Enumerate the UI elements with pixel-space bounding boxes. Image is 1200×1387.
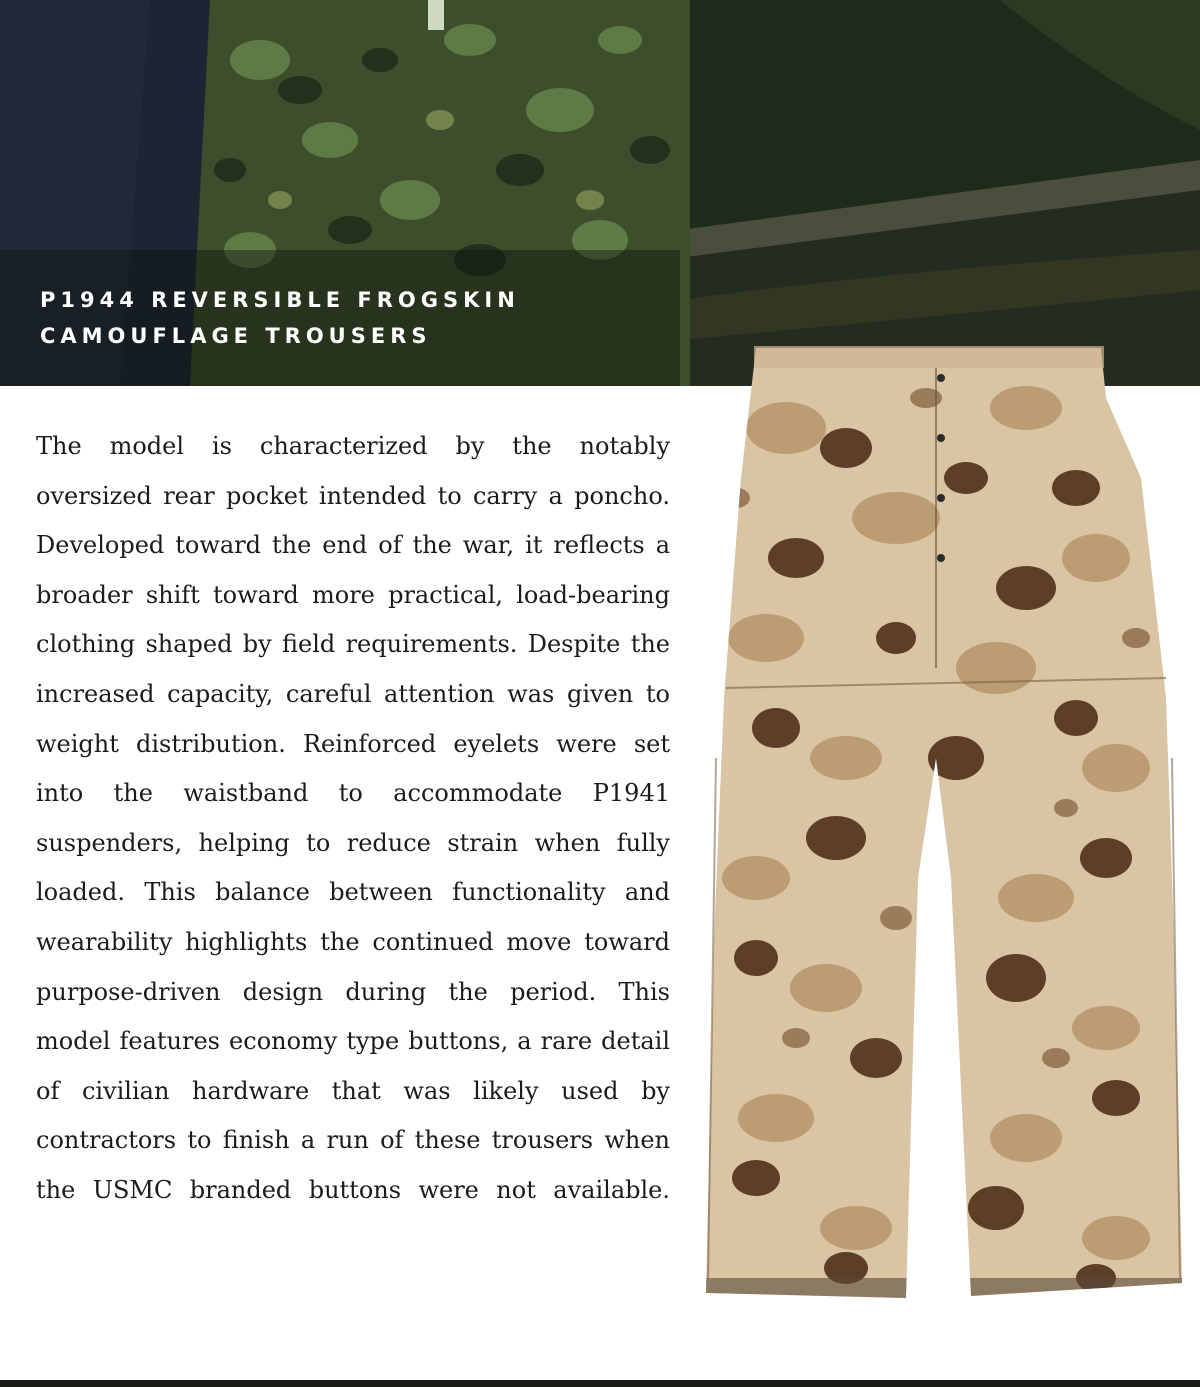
hero-title [40,282,520,354]
hero-banner [0,0,1200,386]
article-body: The model is characterized by the notably oversized rear pocket intended to carry a poncho. Developed toward the end of the war, it reflects a broader shift toward more practical, load-bearing clothing shaped by field requirements. Despite the increased capacity, careful attention was given to weight distribution. Reinforced eyelets were set into the waistband to accommodate P1941 suspenders, helping to reduce strain when fully loaded. This balance between functionality and wearability highlights the continued move toward purpose-driven design during the period. This model features economy type buttons, a rare detail of civilian hardware that was likely used by contractors to finish a run of these trousers when the USMC branded buttons were not available. [36,432,670,1204]
hero-title-line-2: CAMOUFLAGE TROUSERS [40,324,432,348]
trousers-product-image [696,338,1186,1318]
bottom-image-edge [0,1380,1200,1387]
hero-title-line-1: P1944 REVERSIBLE FROGSKIN [40,288,520,312]
